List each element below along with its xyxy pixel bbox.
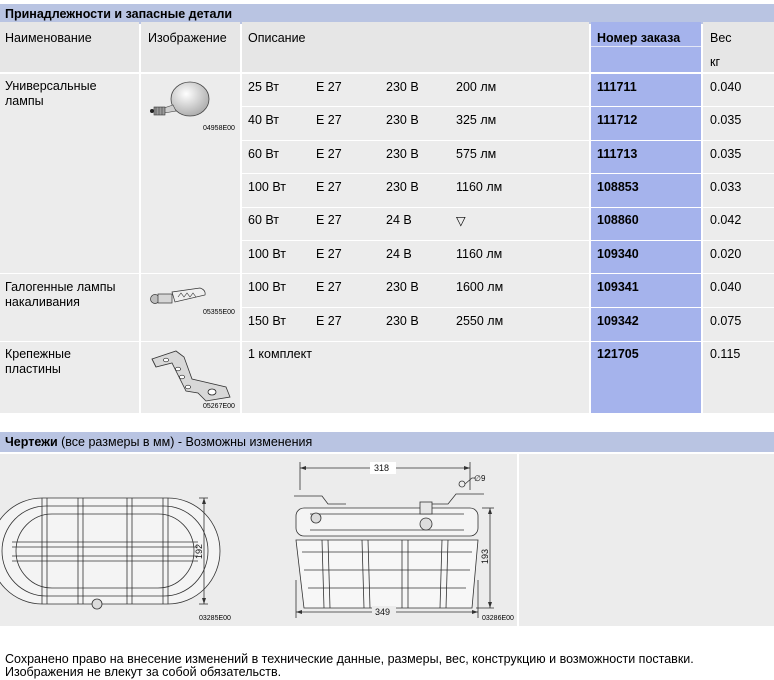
order-number: 109341 [597,280,639,294]
incandescent-bulb-icon [146,80,216,124]
lamp-power: 150 Вт [248,314,286,328]
column-header-name: Наименование [5,31,92,45]
lamp-flux: 2550 лм [456,314,504,328]
lamp-voltage: 230 В [386,113,419,127]
column-header-description: Описание [248,31,306,45]
group-name-line: Универсальные [5,79,97,93]
weight-value: 0.040 [710,280,742,294]
order-number: 108853 [597,180,639,194]
lamp-base: E 27 [316,247,342,261]
lamp-power: 60 Вт [248,147,280,161]
lamp-voltage: 230 В [386,280,419,294]
lamp-base: E 27 [316,80,342,94]
side-view-length-dim: 349 [375,607,391,617]
lamp-voltage: 24 В [386,247,412,261]
footer-disclaimer-line1: Сохранено право на внесение изменений в технические данные, размеры, вес, конструкцию и возможности поставки. [5,652,694,666]
halogen-lamp-icon [148,282,210,308]
column-header-weight-unit: кг [710,55,721,69]
lamp-voltage: 230 В [386,180,419,194]
side-view-width-dim: 318 [374,463,390,473]
row-separator [242,106,774,107]
column-header-image: Изображение [148,31,227,45]
side-view-hole-dim: ∅9 [474,474,486,483]
lamp-flux: 325 лм [456,113,497,127]
weight-value: 0.115 [710,347,741,361]
image-code: 05267E00 [203,403,235,410]
side-view-height-dim: 193 [480,548,490,564]
order-number: 121705 [597,347,639,361]
lamp-base: E 27 [316,147,342,161]
order-number: 109342 [597,314,639,328]
weight-value: 0.035 [710,113,742,127]
lamp-power: 100 Вт [248,247,286,261]
lamp-voltage: 230 В [386,314,419,328]
header-cell-image [141,22,240,72]
lamp-base: E 27 [316,280,342,294]
row-separator [242,207,774,208]
lamp-flux: 1160 лм [456,180,503,194]
order-number: 111713 [597,147,638,161]
group-separator [0,273,774,274]
side-drawing-code: 03286E00 [482,615,514,622]
plate-description: 1 комплект [248,347,312,361]
lamp-power: 60 Вт [248,213,280,227]
order-number: 111712 [597,113,638,127]
lamp-power: 100 Вт [248,180,286,194]
luminaire-front-view-icon [0,490,225,628]
row-separator [242,140,774,141]
group-name-line: пластины [5,362,61,376]
front-drawing-code: 03285E00 [199,615,231,622]
lamp-voltage: 230 В [386,147,419,161]
lamp-voltage: 24 В [386,213,412,227]
lamp-flux: 200 лм [456,80,497,94]
lamp-voltage: 230 В [386,80,419,94]
drawings-empty-area [519,454,774,626]
image-code: 04958E00 [203,125,235,132]
lamp-flux: 575 лм [456,147,497,161]
lamp-base: E 27 [316,314,342,328]
lamp-base: E 27 [316,113,342,127]
weight-value: 0.040 [710,80,742,94]
luminaire-side-view-icon [286,460,514,622]
drawings-section-header [0,432,774,452]
lamp-power: 100 Вт [248,280,286,294]
lamp-base: E 27 [316,213,342,227]
group-name-line: лампы [5,94,44,108]
header-cell-description [242,22,589,72]
footer-disclaimer-line2: Изображения не влекут за собой обязательств. [5,665,282,679]
image-code: 05355E00 [203,309,235,316]
drawings-section-title [5,435,312,449]
row-separator [242,307,774,308]
group-name-line: Крепежные [5,347,71,361]
group-name-line: накаливания [5,295,80,309]
header-cell-name [0,22,139,72]
row-separator [242,173,774,174]
row-separator [242,240,774,241]
accessories-section-title: Принадлежности и запасные детали [5,7,233,21]
column-header-weight: Вес [710,31,732,45]
weight-value: 0.035 [710,147,742,161]
lamp-power: 25 Вт [248,80,280,94]
mounting-plate-icon [148,347,234,403]
order-number: 111711 [597,80,637,94]
header-order-divider [591,46,701,47]
weight-value: 0.033 [710,180,742,194]
lamp-base: E 27 [316,180,342,194]
lamp-power: 40 Вт [248,113,280,127]
weight-value: 0.042 [710,213,742,227]
group-name-line: Галогенные лампы [5,280,116,294]
order-number: 108860 [597,213,639,227]
accessories-section-header [0,4,774,24]
lamp-flux: 1160 лм [456,247,503,261]
lamp-flux-symbol: ▽ [456,214,466,228]
drawings-title-bold: Чертежи [5,435,58,449]
weight-value: 0.075 [710,314,742,328]
lamp-flux: 1600 лм [456,280,504,294]
drawings-title-rest: (все размеры в мм) - Возможны изменения [57,435,313,449]
weight-value: 0.020 [710,247,742,261]
group-separator [0,341,774,342]
front-view-height-dim: 192 [194,543,204,559]
column-header-order-number: Номер заказа [597,31,681,45]
order-number: 109340 [597,247,639,261]
header-cell-order [591,22,701,72]
